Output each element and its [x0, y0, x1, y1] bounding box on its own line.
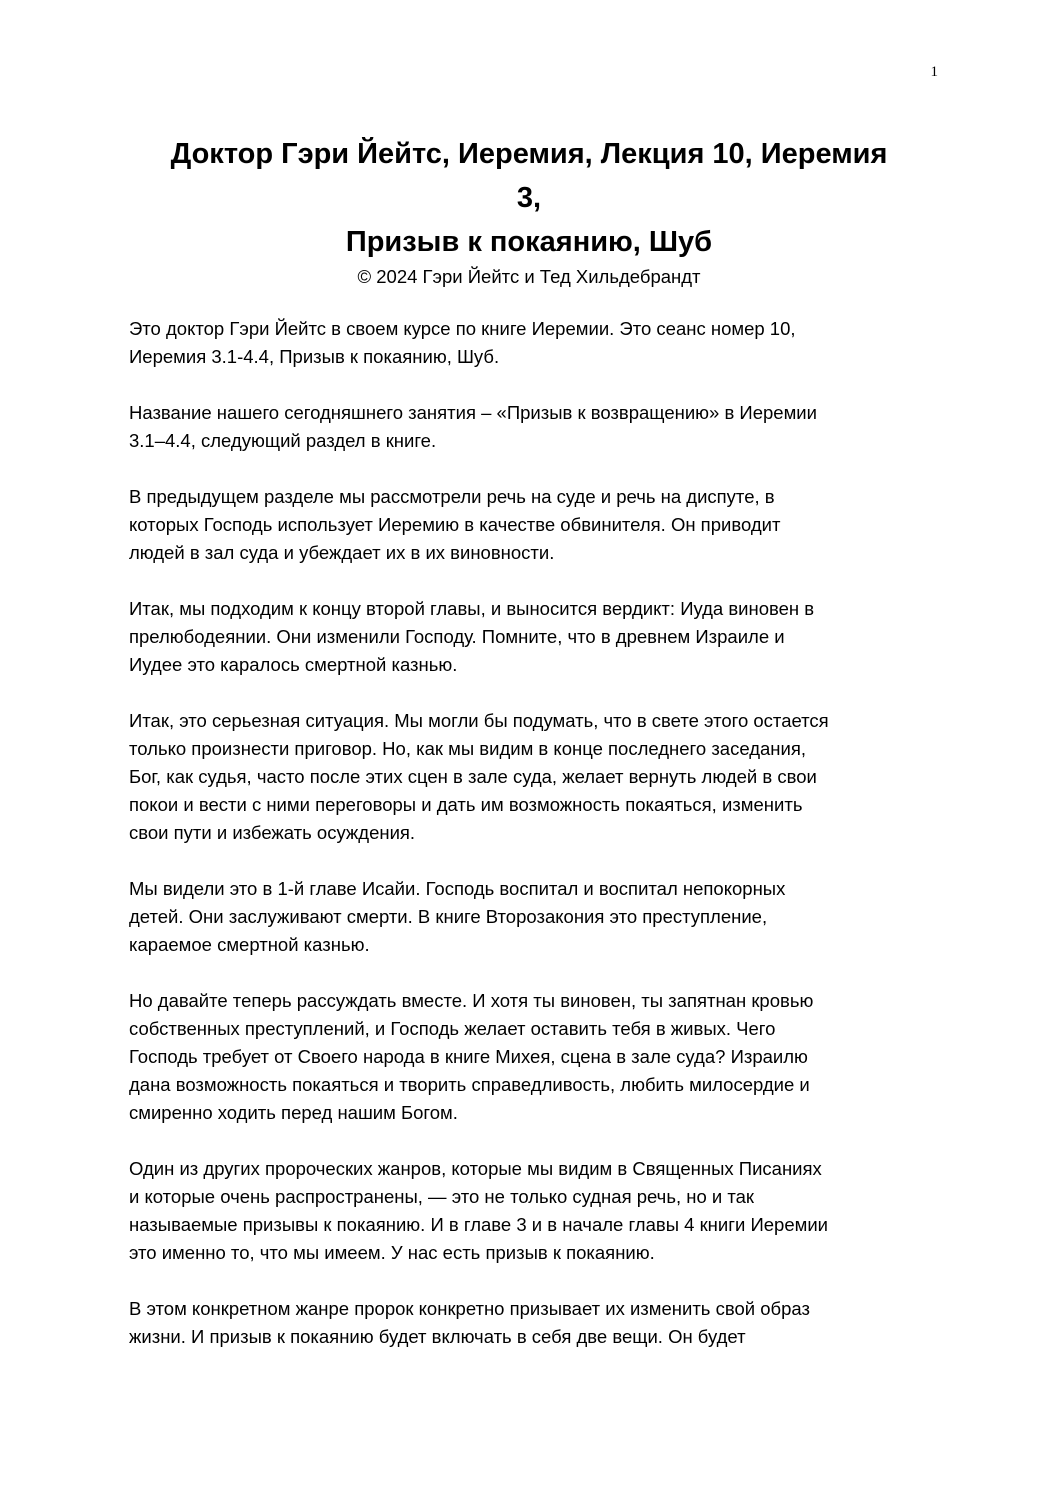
paragraph-5 [129, 707, 929, 847]
paragraph-line: Иеремия 3.1-4.4, Призыв к покаянию, Шуб. [129, 346, 500, 367]
paragraph-6 [129, 875, 929, 959]
paragraph-line: людей в зал суда и убеждает их в их виновности. [129, 542, 555, 563]
paragraph-line: Название нашего сегодняшнего занятия – «Призыв к возвращению» в Иеремии [129, 402, 817, 423]
paragraph-9 [129, 1295, 929, 1351]
paragraph-line: прелюбодеянии. Они изменили Господу. Помните, что в древнем Израиле и [129, 626, 785, 647]
paragraph-line: смиренно ходить перед нашим Богом. [129, 1102, 458, 1123]
paragraph-7 [129, 987, 929, 1127]
paragraph-line: покои и вести с ними переговоры и дать им возможность покаяться, изменить [129, 794, 803, 815]
paragraph-line: Один из других пророческих жанров, которые мы видим в Священных Писаниях [129, 1158, 822, 1179]
paragraph-line: Мы видели это в 1-й главе Исайи. Господь воспитал и воспитал непокорных [129, 878, 786, 899]
paragraph-1 [129, 315, 929, 371]
paragraph-line: свои пути и избежать осуждения. [129, 822, 416, 843]
paragraph-line: В предыдущем разделе мы рассмотрели речь на суде и речь на диспуте, в [129, 486, 775, 507]
paragraph-line: Итак, мы подходим к концу второй главы, и выносится вердикт: Иуда виновен в [129, 598, 815, 619]
title-line-2: 3, [516, 182, 542, 214]
paragraph-8 [129, 1155, 929, 1267]
paragraph-line: жизни. И призыв к покаянию будет включать в себя две вещи. Он будет [129, 1326, 746, 1347]
title-line-3: Призыв к покаянию, Шуб [345, 226, 713, 258]
paragraph-line: называемые призывы к покаянию. И в главе 3 и в начале главы 4 книги Иеремии [129, 1214, 828, 1235]
copyright-line: © 2024 Гэри Йейтс и Тед Хильдебрандт [357, 266, 701, 287]
document-title [110, 132, 948, 264]
paragraph-line: Иудее это каралось смертной казнью. [129, 654, 458, 675]
paragraph-line: В этом конкретном жанре пророк конкретно призывает их изменить свой образ [129, 1298, 810, 1319]
paragraph-line: Это доктор Гэри Йейтс в своем курсе по книге Иеремии. Это сеанс номер 10, [129, 318, 796, 339]
paragraph-line: дана возможность покаяться и творить справедливость, любить милосердие и [129, 1074, 810, 1095]
paragraph-line: Итак, это серьезная ситуация. Мы могли бы подумать, что в свете этого остается [129, 710, 829, 731]
paragraph-line: это именно то, что мы имеем. У нас есть призыв к покаянию. [129, 1242, 655, 1263]
paragraph-line: караемое смертной казнью. [129, 934, 370, 955]
paragraph-line: собственных преступлений, и Господь желает оставить тебя в живых. Чего [129, 1018, 776, 1039]
page-number: 1 [930, 64, 938, 80]
paragraph-line: которых Господь использует Иеремию в качестве обвинителя. Он приводит [129, 514, 781, 535]
title-line-1: Доктор Гэри Йейтс, Иеремия, Лекция 10, Иеремия [170, 138, 888, 170]
paragraph-line: и которые очень распространены, — это не только судная речь, но и так [129, 1186, 755, 1207]
paragraph-line: только произнести приговор. Но, как мы видим в конце последнего заседания, [129, 738, 807, 759]
paragraph-line: Господь требует от Своего народа в книге Михея, сцена в зале суда? Израилю [129, 1046, 808, 1067]
paragraph-line: Но давайте теперь рассуждать вместе. И хотя ты виновен, ты запятнан кровью [129, 990, 814, 1011]
paragraph-line: Бог, как судья, часто после этих сцен в зале суда, желает вернуть людей в свои [129, 766, 817, 787]
title-block [110, 132, 948, 290]
paragraph-line: 3.1–4.4, следующий раздел в книге. [129, 430, 437, 451]
paragraph-line: детей. Они заслуживают смерти. В книге Второзакония это преступление, [129, 906, 768, 927]
body-text [129, 315, 929, 1379]
paragraph-4 [129, 595, 929, 679]
paragraph-3 [129, 483, 929, 567]
paragraph-2 [129, 399, 929, 455]
